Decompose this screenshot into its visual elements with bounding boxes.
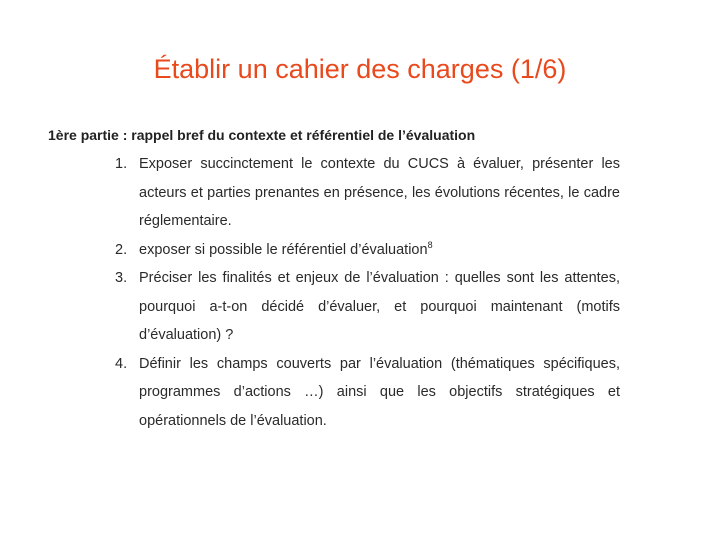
list-item: [115, 150, 620, 236]
list-item-number: 3.: [115, 270, 128, 286]
list-item-text-wrapper: [139, 236, 620, 265]
list-item-number: 4.: [115, 355, 128, 372]
list-item-number: 2.: [115, 241, 128, 258]
list-item: [115, 350, 620, 436]
list-item: [115, 236, 620, 265]
section-heading: 1ère partie : rappel bref du contexte et référentiel de l’évaluation: [48, 127, 476, 143]
list-item: [115, 264, 620, 350]
numbered-list: [115, 150, 620, 435]
slide-title: Établir un cahier des charges (1/6): [153, 54, 567, 84]
list-item-text: Préciser les finalités et enjeux de l’évaluation : quelles sont les attentes, pourquoi a-t-on décidé d’évaluer, et pourquoi maintenant (motifs d’évaluation) ?: [139, 270, 620, 343]
list-item-text: exposer si possible le référentiel d’évaluation: [139, 241, 428, 258]
list-item-number: 1.: [115, 156, 128, 172]
footnote-marker: 8: [427, 239, 433, 250]
list-item-text: Définir les champs couverts par l’évaluation (thématiques spécifiques, programmes d’actions …) ainsi que les objectifs stratégiques et opérationnels de l’évaluation.: [139, 355, 620, 429]
list-item-text: Exposer succinctement le contexte du CUCS à évaluer, présenter les acteurs et parties prenantes en présence, les évolutions récentes, le cadre réglementaire.: [139, 156, 620, 229]
